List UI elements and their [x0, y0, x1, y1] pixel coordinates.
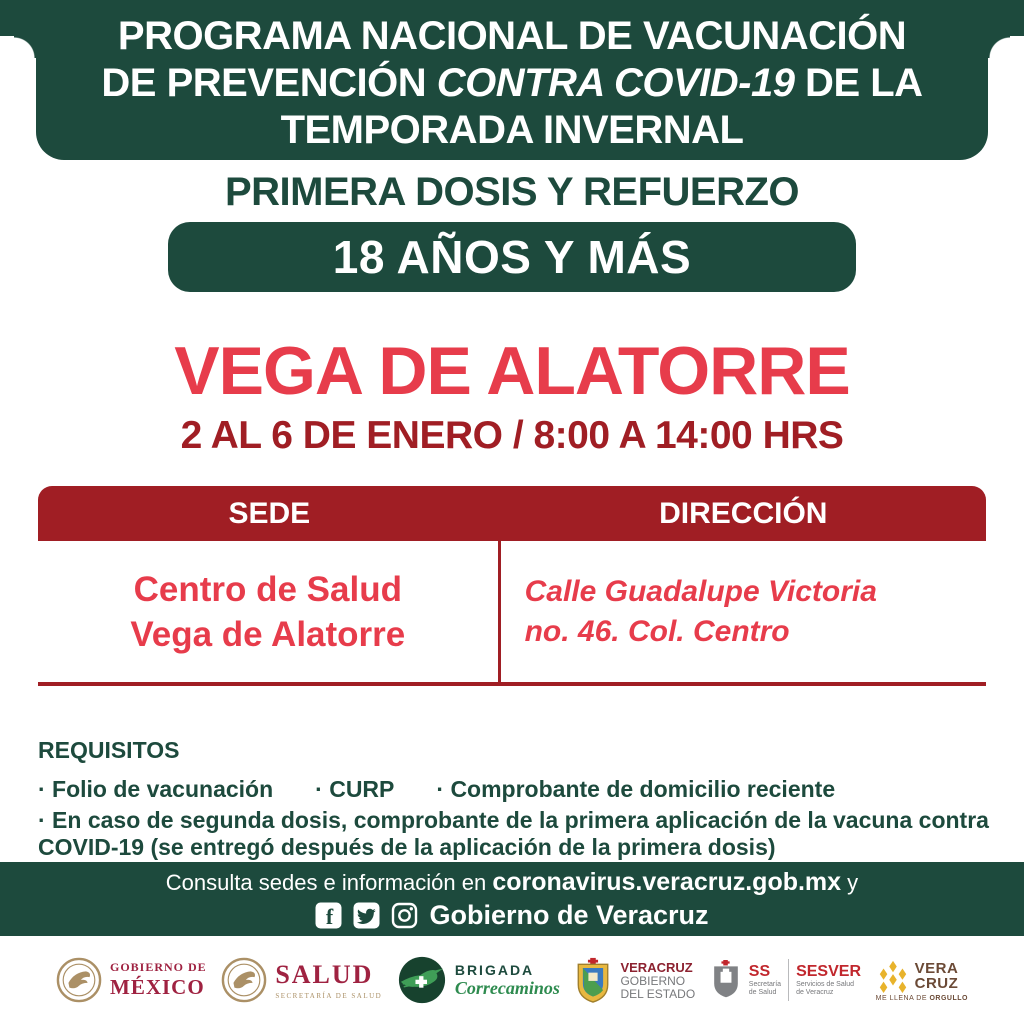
dose-type-heading: PRIMERA DOSIS Y REFUERZO — [224, 170, 799, 214]
svg-text:f: f — [326, 903, 334, 929]
logo-ss-sesver — [710, 959, 861, 1001]
logo-salud-line1: SALUD — [275, 960, 374, 989]
footer-social-label: Gobierno de Veracruz — [429, 899, 709, 930]
requirement-item: · Folio de vacunación — [38, 776, 274, 802]
logo-mexico-line1: GOBIERNO DE — [110, 960, 207, 974]
sede-line1: Centro de Salud — [133, 569, 402, 609]
venue-title: VEGA DE ALATORRE — [174, 333, 850, 409]
logo-ss-sub2: de Salud — [748, 989, 777, 996]
cell-sede — [38, 541, 501, 682]
mexico-eagle-seal-icon — [56, 957, 102, 1003]
program-title-line2: DE PREVENCIÓN CONTRA COVID-19 DE LA — [101, 60, 923, 105]
logo-strip — [0, 936, 1024, 1024]
requirements-title: REQUISITOS — [38, 737, 180, 763]
logo-ss-abbr: SS — [748, 963, 771, 980]
logo-gobierno-de-mexico — [56, 957, 207, 1003]
logo-mexico-line2: MÉXICO — [110, 975, 205, 999]
direccion-line2: no. 46. Col. Centro — [524, 614, 790, 648]
table-header-sede: SEDE — [228, 496, 311, 530]
logo-brigada-line2: Correcaminos — [454, 977, 560, 998]
logo-brigada-correcaminos — [397, 955, 560, 1005]
logo-salud — [221, 957, 382, 1003]
ss-shield-icon — [710, 960, 742, 1000]
logo-ss-sub1: Secretaría — [748, 981, 782, 988]
logo-veracruz-orgullo — [876, 959, 968, 1002]
instagram-icon[interactable] — [391, 902, 418, 929]
logo-brigada-line1: BRIGADA — [454, 961, 535, 978]
footer-social-line — [315, 900, 708, 931]
footer-info-line: Consulta sedes e información en coronavirus.veracruz.gob.mx y — [165, 867, 859, 896]
program-title-banner — [36, 0, 988, 160]
banner-fillet-right — [988, 36, 1010, 58]
logo-veracruz-gob-line1: VERACRUZ — [620, 959, 693, 975]
logo-orgullo-tagline: ME LLENA DE ORGULLO — [875, 994, 968, 1002]
logo-sesver-sub2: de Veracruz — [796, 989, 834, 996]
requirement-item: · Comprobante de domicilio reciente — [436, 776, 836, 802]
logo-sesver-abbr: SESVER — [796, 963, 861, 980]
program-title-line3: TEMPORADA INVERNAL — [280, 107, 744, 152]
requirement-item: · CURP — [315, 776, 395, 802]
logo-veracruz-gobierno — [574, 957, 695, 1003]
sede-table — [38, 486, 986, 686]
correcaminos-bird-icon — [397, 955, 447, 1005]
requirement-item-long-line1: · En caso de segunda dosis, comprobante de la primera aplicación de la vacuna contra — [38, 807, 989, 833]
requirement-item-long-line2: COVID-19 (se entregó después de la aplicación de la primera dosis) — [38, 834, 776, 860]
salud-eagle-seal-icon — [221, 957, 267, 1003]
twitter-icon[interactable] — [353, 902, 380, 929]
sede-line2: Vega de Alatorre — [130, 614, 406, 654]
veracruz-crest-icon — [574, 957, 612, 1003]
logo-sesver-sub1: Servicios de Salud — [796, 981, 855, 988]
footer-band — [0, 862, 1024, 936]
requirements-inline-list — [38, 776, 990, 803]
table-header-row — [38, 486, 986, 541]
age-group-band: 18 AÑOS Y MÁS — [168, 222, 856, 292]
logo-divider — [788, 959, 789, 1001]
logo-orgullo-line1: VERA — [914, 959, 959, 977]
logo-veracruz-gob-line2: GOBIERNO — [620, 973, 686, 988]
banner-fillet-left — [14, 36, 36, 58]
program-title-line1: PROGRAMA NACIONAL DE VACUNACIÓN — [117, 13, 907, 58]
schedule-line: 2 AL 6 DE ENERO / 8:00 A 14:00 HRS — [180, 414, 844, 457]
veracruz-pattern-icon — [876, 959, 910, 993]
logo-salud-line2: SECRETARÍA DE SALUD — [275, 992, 383, 1000]
facebook-icon[interactable] — [315, 902, 342, 929]
logo-orgullo-line2: CRUZ — [914, 974, 959, 992]
covid-emphasis: CONTRA COVID-19 — [436, 60, 795, 105]
logo-veracruz-gob-line3: DEL ESTADO — [620, 986, 696, 1001]
table-header-direccion: DIRECCIÓN — [659, 496, 828, 530]
requirements-section — [38, 737, 990, 861]
cell-direccion — [501, 541, 986, 682]
direccion-line1: Calle Guadalupe Victoria — [524, 574, 877, 608]
table-row — [38, 541, 986, 686]
footer-url[interactable]: coronavirus.veracruz.gob.mx — [492, 867, 842, 896]
